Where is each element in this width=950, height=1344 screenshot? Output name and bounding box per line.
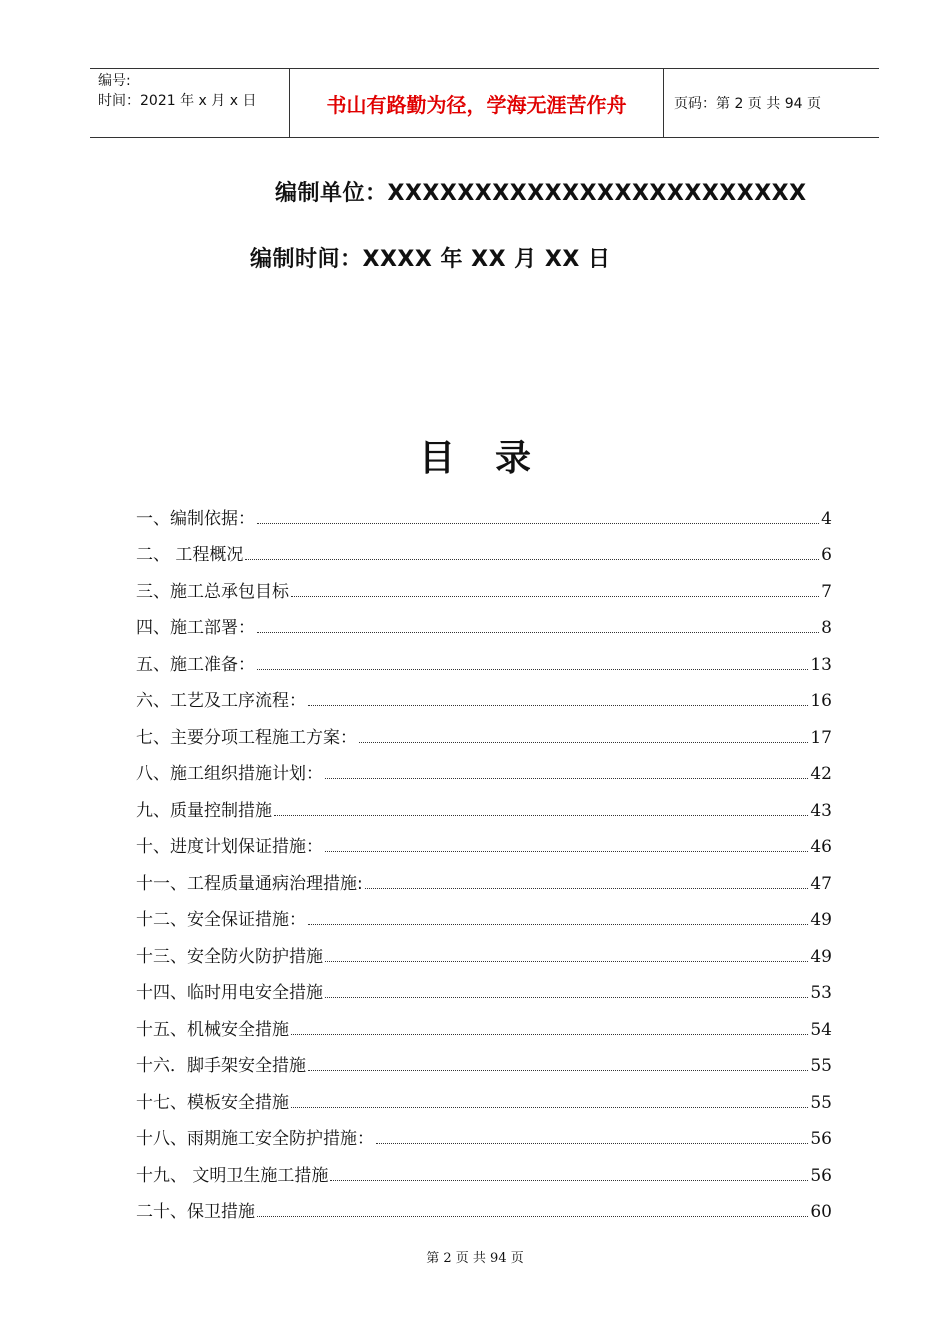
toc-entry-label: 五、施工准备： xyxy=(136,654,255,675)
toc-entry[interactable] xyxy=(136,638,832,675)
toc-entry[interactable] xyxy=(136,492,832,529)
toc-dot-leader xyxy=(308,924,808,925)
toc-dot-leader xyxy=(257,523,819,524)
toc-dot-leader xyxy=(257,632,819,633)
toc-dot-leader xyxy=(325,851,808,852)
toc-entry[interactable] xyxy=(136,894,832,931)
toc-dot-leader xyxy=(257,669,808,670)
toc-entry[interactable] xyxy=(136,748,832,785)
toc-entry[interactable] xyxy=(136,529,832,566)
toc-entry[interactable] xyxy=(136,1113,832,1150)
toc-entry-page: 46 xyxy=(810,837,832,857)
toc-entry-page: 7 xyxy=(821,581,832,602)
toc-entry-page: 53 xyxy=(810,983,832,1003)
toc-entry[interactable] xyxy=(136,675,832,712)
toc-entry-page: 47 xyxy=(810,873,832,894)
document-time-label: 时间：2021 年 x 月 x 日 xyxy=(98,93,257,109)
toc-dot-leader xyxy=(308,705,808,706)
page-header xyxy=(90,68,879,138)
toc-entry-page: 6 xyxy=(821,545,832,565)
toc-dot-leader xyxy=(291,1107,808,1108)
toc-entry[interactable] xyxy=(136,602,832,639)
toc-entry[interactable] xyxy=(136,784,832,821)
header-page-info: 页码：第 2 页 共 94 页 xyxy=(674,96,821,112)
toc-entry[interactable] xyxy=(136,1149,832,1186)
toc-entry-page: 56 xyxy=(810,1129,832,1149)
toc-entry-page: 16 xyxy=(810,691,832,711)
toc-dot-leader xyxy=(325,997,808,998)
toc-entry[interactable] xyxy=(136,857,832,894)
toc-entry-label: 十二、安全保证措施： xyxy=(136,910,306,930)
toc-entry-page: 43 xyxy=(810,800,832,821)
toc-entry[interactable] xyxy=(136,1040,832,1077)
toc-entry-label: 十七、模板安全措施 xyxy=(136,1092,289,1113)
toc-entry-label: 九、质量控制措施 xyxy=(136,800,272,821)
toc-entry[interactable] xyxy=(136,1003,832,1040)
toc-dot-leader xyxy=(330,1180,808,1181)
toc-entry-label: 七、主要分项工程施工方案： xyxy=(136,727,357,748)
table-of-contents xyxy=(136,492,832,1222)
toc-entry[interactable] xyxy=(136,821,832,858)
toc-entry-label: 十八、雨期施工安全防护措施： xyxy=(136,1129,374,1149)
toc-entry-page: 55 xyxy=(810,1092,832,1113)
page-footer: 第 2 页 共 94 页 xyxy=(426,1251,524,1266)
toc-entry-page: 60 xyxy=(810,1202,832,1222)
toc-entry-page: 4 xyxy=(821,508,832,529)
toc-entry-label: 十六．脚手架安全措施 xyxy=(136,1056,306,1076)
toc-dot-leader xyxy=(291,1034,808,1035)
toc-entry-label: 十九、 文明卫生施工措施 xyxy=(136,1165,329,1186)
toc-entry-label: 八、施工组织措施计划： xyxy=(136,764,323,784)
toc-dot-leader xyxy=(376,1143,808,1144)
toc-entry[interactable] xyxy=(136,1186,832,1223)
toc-entry-label: 四、施工部署： xyxy=(136,618,255,638)
compiling-unit: 编制单位：XXXXXXXXXXXXXXXXXXXXXXXX xyxy=(275,181,807,206)
toc-dot-leader xyxy=(245,559,819,560)
toc-entry-label: 一、编制依据： xyxy=(136,508,255,529)
toc-entry-label: 十四、临时用电安全措施 xyxy=(136,983,323,1003)
toc-entry-page: 13 xyxy=(810,654,832,675)
toc-dot-leader xyxy=(257,1216,808,1217)
toc-entry-label: 十一、工程质量通病治理措施: xyxy=(136,873,363,894)
toc-entry-label: 三、施工总承包目标 xyxy=(136,581,289,602)
toc-entry-page: 17 xyxy=(810,727,832,748)
toc-entry-page: 42 xyxy=(810,764,832,784)
header-info-cell xyxy=(90,69,290,137)
header-motto: 书山有路勤为径，学海无涯苦作舟 xyxy=(290,69,664,137)
toc-entry-page: 55 xyxy=(810,1056,832,1076)
toc-entry-page: 56 xyxy=(810,1165,832,1186)
toc-dot-leader xyxy=(325,961,808,962)
toc-dot-leader xyxy=(325,778,808,779)
toc-entry-page: 49 xyxy=(810,946,832,967)
toc-title: 目录 xyxy=(418,438,571,479)
toc-entry-label: 十五、机械安全措施 xyxy=(136,1019,289,1040)
toc-dot-leader xyxy=(308,1070,808,1071)
toc-entry[interactable] xyxy=(136,930,832,967)
toc-entry[interactable] xyxy=(136,565,832,602)
toc-entry-label: 六、工艺及工序流程： xyxy=(136,691,306,711)
toc-entry-label: 二、 工程概况 xyxy=(136,545,244,565)
toc-entry-label: 二十、保卫措施 xyxy=(136,1202,255,1222)
toc-entry-page: 8 xyxy=(821,618,832,638)
document-number-label: 编号: xyxy=(98,73,131,89)
toc-entry-label: 十三、安全防火防护措施 xyxy=(136,946,323,967)
toc-dot-leader xyxy=(359,742,808,743)
toc-entry[interactable] xyxy=(136,967,832,1004)
toc-entry[interactable] xyxy=(136,1076,832,1113)
toc-dot-leader xyxy=(291,596,819,597)
toc-entry-page: 49 xyxy=(810,910,832,930)
toc-entry-page: 54 xyxy=(810,1019,832,1040)
toc-dot-leader xyxy=(365,888,809,889)
toc-entry[interactable] xyxy=(136,711,832,748)
toc-dot-leader xyxy=(274,815,808,816)
compiling-time: 编制时间：XXXX 年 XX 月 XX 日 xyxy=(250,247,611,272)
toc-entry-label: 十、进度计划保证措施： xyxy=(136,837,323,857)
